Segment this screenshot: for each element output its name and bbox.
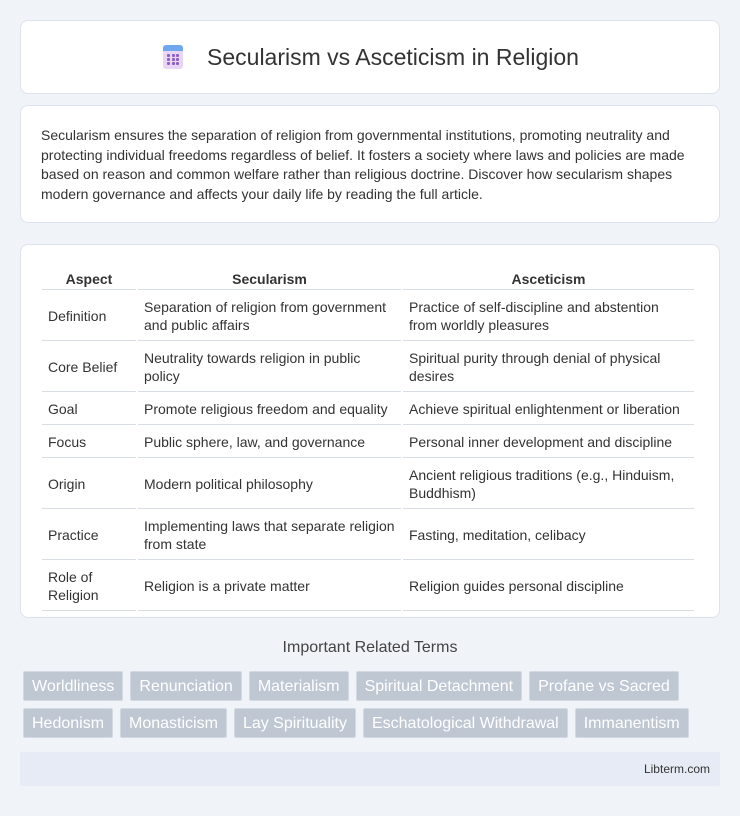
comparison-table-card	[20, 244, 720, 618]
cell-aspect: Goal	[42, 394, 136, 425]
tag-lay-spirituality[interactable]: Lay Spirituality	[234, 708, 356, 738]
cell-asceticism: Achieve spiritual enlightenment or liberation	[403, 394, 694, 425]
cell-asceticism: Ancient religious traditions (e.g., Hinduism, Buddhism)	[403, 460, 694, 509]
header-asceticism: Asceticism	[403, 267, 694, 290]
table-row	[42, 427, 694, 458]
cell-aspect: Role of Religion	[42, 562, 136, 611]
cell-asceticism: Spiritual purity through denial of physical desires	[403, 343, 694, 392]
intro-card	[20, 105, 720, 223]
header-card	[20, 20, 720, 94]
cell-asceticism: Fasting, meditation, celibacy	[403, 511, 694, 560]
cell-aspect: Definition	[42, 292, 136, 341]
cell-secularism: Religion is a private matter	[138, 562, 401, 611]
cell-secularism: Promote religious freedom and equality	[138, 394, 401, 425]
cell-aspect: Focus	[42, 427, 136, 458]
table-row	[42, 562, 694, 611]
calendar-icon	[161, 45, 185, 69]
tag-profane-vs-sacred[interactable]: Profane vs Sacred	[529, 671, 679, 701]
table-row	[42, 394, 694, 425]
comparison-table	[40, 265, 696, 613]
header-secularism: Secularism	[138, 267, 401, 290]
table-header-row	[42, 267, 694, 290]
cell-aspect: Origin	[42, 460, 136, 509]
table-row	[42, 511, 694, 560]
title-wrap	[161, 44, 579, 71]
footer	[20, 752, 720, 786]
tag-eschatological-withdrawal[interactable]: Eschatological Withdrawal	[363, 708, 568, 738]
tag-worldliness[interactable]: Worldliness	[23, 671, 123, 701]
cell-secularism: Separation of religion from government and public affairs	[138, 292, 401, 341]
tag-hedonism[interactable]: Hedonism	[23, 708, 113, 738]
cell-aspect: Core Belief	[42, 343, 136, 392]
related-terms-title: Important Related Terms	[282, 639, 458, 656]
cell-asceticism: Personal inner development and discipline	[403, 427, 694, 458]
header-aspect: Aspect	[42, 267, 136, 290]
tag-renunciation[interactable]: Renunciation	[130, 671, 241, 701]
intro-text: Secularism ensures the separation of religion from governmental institutions, promoting neutrality and protecting individual freedoms regardless of belief. It fosters a society where laws and policies are made based on reason and common welfare rather than religious doctrine. Discover how secularism shapes modern governance and affects your daily life by reading the full article.	[41, 127, 685, 202]
tag-spiritual-detachment[interactable]: Spiritual Detachment	[356, 671, 523, 701]
tag-materialism[interactable]: Materialism	[249, 671, 349, 701]
table-row	[42, 460, 694, 509]
cell-secularism: Public sphere, law, and governance	[138, 427, 401, 458]
tag-monasticism[interactable]: Monasticism	[120, 708, 227, 738]
related-terms-tags	[23, 671, 723, 738]
cell-asceticism: Religion guides personal discipline	[403, 562, 694, 611]
table-row	[42, 292, 694, 341]
cell-asceticism: Practice of self-discipline and abstention from worldly pleasures	[403, 292, 694, 341]
page-title: Secularism vs Asceticism in Religion	[207, 43, 579, 70]
table-row	[42, 343, 694, 392]
cell-aspect: Practice	[42, 511, 136, 560]
cell-secularism: Modern political philosophy	[138, 460, 401, 509]
tag-immanentism[interactable]: Immanentism	[575, 708, 689, 738]
cell-secularism: Neutrality towards religion in public policy	[138, 343, 401, 392]
footer-site-link[interactable]: Libterm.com	[643, 762, 710, 776]
cell-secularism: Implementing laws that separate religion from state	[138, 511, 401, 560]
